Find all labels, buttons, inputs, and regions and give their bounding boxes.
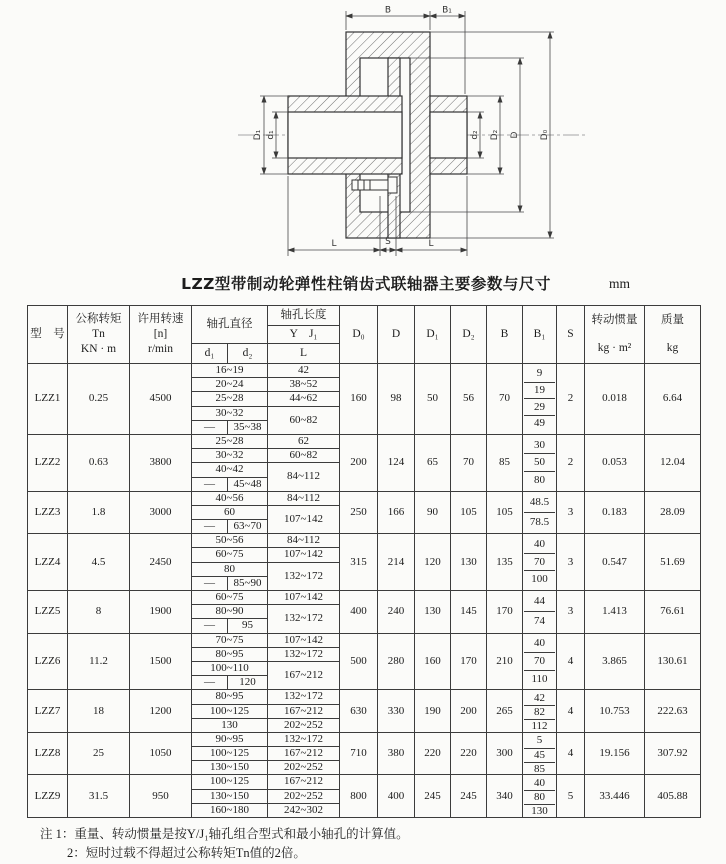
length-range: 202~252 [268,789,340,803]
S-value: 4 [557,732,585,775]
left-hub [288,96,402,174]
bore-range: 30~32 [192,449,268,463]
S-value: 4 [557,633,585,690]
bore-range: 25~28 [192,434,268,448]
inertia-value: 19.156 [585,732,645,775]
header-dim: S [557,306,585,364]
model-name: LZZ3 [28,491,68,534]
B1-value: 50 [524,453,555,471]
B-value: 300 [487,732,523,775]
model-name: LZZ9 [28,775,68,818]
inertia-value: 0.053 [585,434,645,491]
bore-range: 100~125 [192,775,268,789]
torque-value: 31.5 [68,775,130,818]
bore-range: 20~24 [192,378,268,392]
B1-stack [524,536,555,588]
inertia-value: 0.547 [585,534,645,591]
S-value: 3 [557,591,585,634]
B1-cell [523,633,557,690]
header-d1: d₁ [192,344,228,364]
D2-value: 56 [451,364,487,435]
mass-value: 6.64 [645,364,701,435]
D1-value: 90 [415,491,451,534]
bore-range: 70~75 [192,633,268,647]
D0-value: 400 [340,591,378,634]
dim-label-b: B [384,5,392,16]
d2-value: 45~48 [228,477,268,491]
model-name: LZZ2 [28,434,68,491]
page-title: LZZ型带制动轮弹性柱销齿式联轴器主要参数与尺寸 [181,275,551,293]
dim-label-dd2: D₂ [490,129,500,141]
speed-value: 3000 [130,491,192,534]
B1-value: 9 [536,367,543,380]
mass-value: 51.69 [645,534,701,591]
D0-value: 200 [340,434,378,491]
d2-value: 120 [228,676,268,690]
length-range: 132~172 [268,690,340,704]
bore-range: 80~90 [192,605,268,619]
length-range: 84~112 [268,534,340,548]
bore-range: 60 [192,505,268,519]
header-dim: D [378,306,415,364]
D0-value: 315 [340,534,378,591]
B1-cell [523,732,557,775]
mass-value: 405.88 [645,775,701,818]
mass-value: 307.92 [645,732,701,775]
bore-range: 160~180 [192,803,268,817]
D0-value: 710 [340,732,378,775]
header-dim: D₂ [451,306,487,364]
length-range: 107~142 [268,591,340,605]
D2-value: 70 [451,434,487,491]
B1-cell [523,775,557,818]
model-name: LZZ6 [28,633,68,690]
bore-range: 50~56 [192,534,268,548]
B1-cell [523,434,557,491]
speed-value: 1500 [130,633,192,690]
d1-value: — [192,420,228,434]
speed-value: 4500 [130,364,192,435]
speed-value: 1900 [130,591,192,634]
length-range: 44~62 [268,392,340,406]
B1-value: 45 [524,748,555,762]
table-row [28,534,701,548]
B1-value: 100 [524,570,555,588]
bore-range: 130~150 [192,761,268,775]
torque-value: 11.2 [68,633,130,690]
D-value: 280 [378,633,415,690]
header-L: L [268,344,340,364]
length-range: 167~212 [268,747,340,761]
length-range: 242~302 [268,803,340,817]
S-value: 3 [557,491,585,534]
B1-value: 85 [524,762,555,775]
B-value: 210 [487,633,523,690]
B1-value: 80 [524,790,555,804]
length-range: 60~82 [268,449,340,463]
B-value: 170 [487,591,523,634]
footnotes [40,825,726,864]
model-name: LZZ7 [28,690,68,733]
torque-value: 1.8 [68,491,130,534]
D1-value: 245 [415,775,451,818]
D2-value: 200 [451,690,487,733]
header-yj1: Y J₁ [268,326,340,344]
bore-range: 16~19 [192,364,268,378]
B-value: 265 [487,690,523,733]
table-row [28,633,701,647]
D1-value: 130 [415,591,451,634]
dim-label-l-right: L [428,239,434,249]
torque-value: 0.25 [68,364,130,435]
mass-value: 12.04 [645,434,701,491]
header-mass: 质量 kg [645,306,701,364]
D-value: 214 [378,534,415,591]
header-row [28,306,701,326]
torque-value: 25 [68,732,130,775]
torque-value: 18 [68,690,130,733]
B1-value: 40 [534,537,545,550]
S-value: 2 [557,434,585,491]
B1-value: 78.5 [524,512,555,532]
bore-range: 130~150 [192,789,268,803]
length-range: 107~142 [268,633,340,647]
table-row [28,364,701,378]
model-name: LZZ1 [28,364,68,435]
B1-value: 70 [524,652,555,670]
bore-range: 80~95 [192,690,268,704]
S-value: 5 [557,775,585,818]
S-value: 4 [557,690,585,733]
B1-value: 5 [536,734,543,747]
right-hub [430,96,467,174]
dim-label-d2: d₂ [470,130,480,140]
footnote-2: 2：短时过载不得超过公称转矩Tn值的2倍。 [67,846,306,861]
D-value: 98 [378,364,415,435]
B1-value: 80 [524,471,555,489]
header-bore-length: 轴孔长度 [268,306,340,326]
header-inertia: 转动惯量 kg · m² [585,306,645,364]
mass-value: 76.61 [645,591,701,634]
bore-range: 130 [192,718,268,732]
B1-value: 44 [534,595,545,608]
D1-value: 120 [415,534,451,591]
table-row [28,775,701,789]
length-range: 202~252 [268,761,340,775]
drawing-area [0,0,726,270]
dim-label-b1: B₁ [442,5,452,16]
bore-range: 40~56 [192,491,268,505]
table-row [28,491,701,505]
length-range: 167~212 [268,661,340,689]
length-range: 167~212 [268,775,340,789]
length-range: 132~172 [268,605,340,633]
spec-table [27,305,701,818]
D1-value: 190 [415,690,451,733]
length-range: 84~112 [268,491,340,505]
B1-value: 40 [534,637,545,650]
D0-value: 250 [340,491,378,534]
header-model: 型 号 [28,306,68,364]
B1-value: 49 [524,415,555,432]
D0-value: 160 [340,364,378,435]
length-range: 62 [268,434,340,448]
inertia-value: 1.413 [585,591,645,634]
dim-label-d0: D₀ [540,129,550,141]
footnote-1: 注 1：重量、转动惯量是按Y/J₁轴孔组合型式和最小轴孔的计算值。 [40,827,409,841]
d1-value: — [192,619,228,633]
B1-cell [523,534,557,591]
speed-value: 1200 [130,690,192,733]
table-row [28,732,701,746]
bore-range: 100~125 [192,704,268,718]
D-value: 124 [378,434,415,491]
d1-value: — [192,477,228,491]
torque-value: 0.63 [68,434,130,491]
dim-label-l-left: L [331,239,337,249]
header-dim: D₀ [340,306,378,364]
speed-value: 3800 [130,434,192,491]
D2-value: 245 [451,775,487,818]
bore-range: 30~32 [192,406,268,420]
B1-value: 30 [534,438,545,451]
bore-range: 90~95 [192,732,268,746]
S-value: 3 [557,534,585,591]
B1-stack [524,692,555,731]
bore-range: 60~75 [192,548,268,562]
B1-stack [524,734,555,773]
mass-value: 130.61 [645,633,701,690]
D1-value: 65 [415,434,451,491]
header-torque: 公称转矩 Tn KN · m [68,306,130,364]
bore-range: 80~95 [192,647,268,661]
table-header [28,306,701,364]
mass-value: 222.63 [645,690,701,733]
B-value: 340 [487,775,523,818]
length-range: 202~252 [268,718,340,732]
D-value: 380 [378,732,415,775]
D0-value: 630 [340,690,378,733]
inertia-value: 3.865 [585,633,645,690]
length-range: 107~142 [268,505,340,533]
B1-stack [524,437,555,489]
length-range: 132~172 [268,647,340,661]
header-speed: 许用转速 [n] r/min [130,306,192,364]
dim-label-s: S [385,237,391,247]
inertia-value: 10.753 [585,690,645,733]
inertia-value: 0.183 [585,491,645,534]
table-row [28,434,701,448]
bore-range: 80 [192,562,268,576]
D-value: 166 [378,491,415,534]
D-value: 240 [378,591,415,634]
D0-value: 500 [340,633,378,690]
dim-label-d: D [510,131,520,139]
B-value: 135 [487,534,523,591]
speed-value: 1050 [130,732,192,775]
D2-value: 220 [451,732,487,775]
B1-value: 110 [524,670,555,688]
dim-label-dd1: D₁ [253,129,263,141]
left-bore [288,112,402,158]
length-range: 132~172 [268,562,340,590]
B1-cell [523,591,557,634]
B1-value: 48.5 [529,496,550,508]
D1-value: 160 [415,633,451,690]
bore-range: 100~125 [192,747,268,761]
S-value: 2 [557,364,585,435]
B1-cell [523,690,557,733]
mass-value: 28.09 [645,491,701,534]
D2-value: 145 [451,591,487,634]
length-range: 84~112 [268,463,340,491]
B1-value: 40 [534,776,545,789]
B1-value: 112 [524,719,555,732]
B1-stack [524,366,555,432]
B1-value: 19 [524,382,555,399]
inertia-value: 0.018 [585,364,645,435]
unit-label: mm [608,276,630,291]
d2-value: 63~70 [228,520,268,534]
D2-value: 130 [451,534,487,591]
model-name: LZZ8 [28,732,68,775]
B-value: 105 [487,491,523,534]
B1-value: 70 [524,553,555,571]
D1-value: 50 [415,364,451,435]
title-bar [0,272,726,300]
D1-value: 220 [415,732,451,775]
bore-range: 100~110 [192,661,268,675]
length-range: 107~142 [268,548,340,562]
D2-value: 170 [451,633,487,690]
speed-value: 950 [130,775,192,818]
inertia-value: 33.446 [585,775,645,818]
d2-value: 35~38 [228,420,268,434]
length-range: 38~52 [268,378,340,392]
D2-value: 105 [451,491,487,534]
length-range: 60~82 [268,406,340,434]
header-dim: D₁ [415,306,451,364]
header-dim: B [487,306,523,364]
B1-value: 82 [524,705,555,719]
B1-value: 42 [534,691,545,704]
B1-value: 74 [524,611,555,631]
model-name: LZZ4 [28,534,68,591]
table-body [28,364,701,818]
B1-stack [524,777,555,816]
B1-stack [524,493,555,532]
torque-value: 4.5 [68,534,130,591]
d1-value: — [192,676,228,690]
B1-stack [524,635,555,687]
length-range: 167~212 [268,704,340,718]
dim-label-d1: d₁ [266,130,276,140]
bore-range: 60~75 [192,591,268,605]
D-value: 330 [378,690,415,733]
torque-value: 8 [68,591,130,634]
model-name: LZZ5 [28,591,68,634]
header-d2: d₂ [228,344,268,364]
length-range: 132~172 [268,732,340,746]
d1-value: — [192,576,228,590]
speed-value: 2450 [130,534,192,591]
B1-value: 130 [524,804,555,817]
d1-value: — [192,520,228,534]
B-value: 70 [487,364,523,435]
header-bore-diameter: 轴孔直径 [192,306,268,344]
d2-value: 95 [228,619,268,633]
right-bore [430,112,467,158]
d2-value: 85~90 [228,576,268,590]
coupling-drawing [0,0,726,270]
header-dim: B₁ [523,306,557,364]
B-value: 85 [487,434,523,491]
length-range: 42 [268,364,340,378]
table-row [28,690,701,704]
B1-cell [523,364,557,435]
bore-range: 40~42 [192,463,268,477]
D-value: 400 [378,775,415,818]
table-row [28,591,701,605]
D0-value: 800 [340,775,378,818]
bore-range: 25~28 [192,392,268,406]
B1-cell [523,491,557,534]
B1-stack [524,593,555,632]
B1-value: 29 [524,398,555,415]
